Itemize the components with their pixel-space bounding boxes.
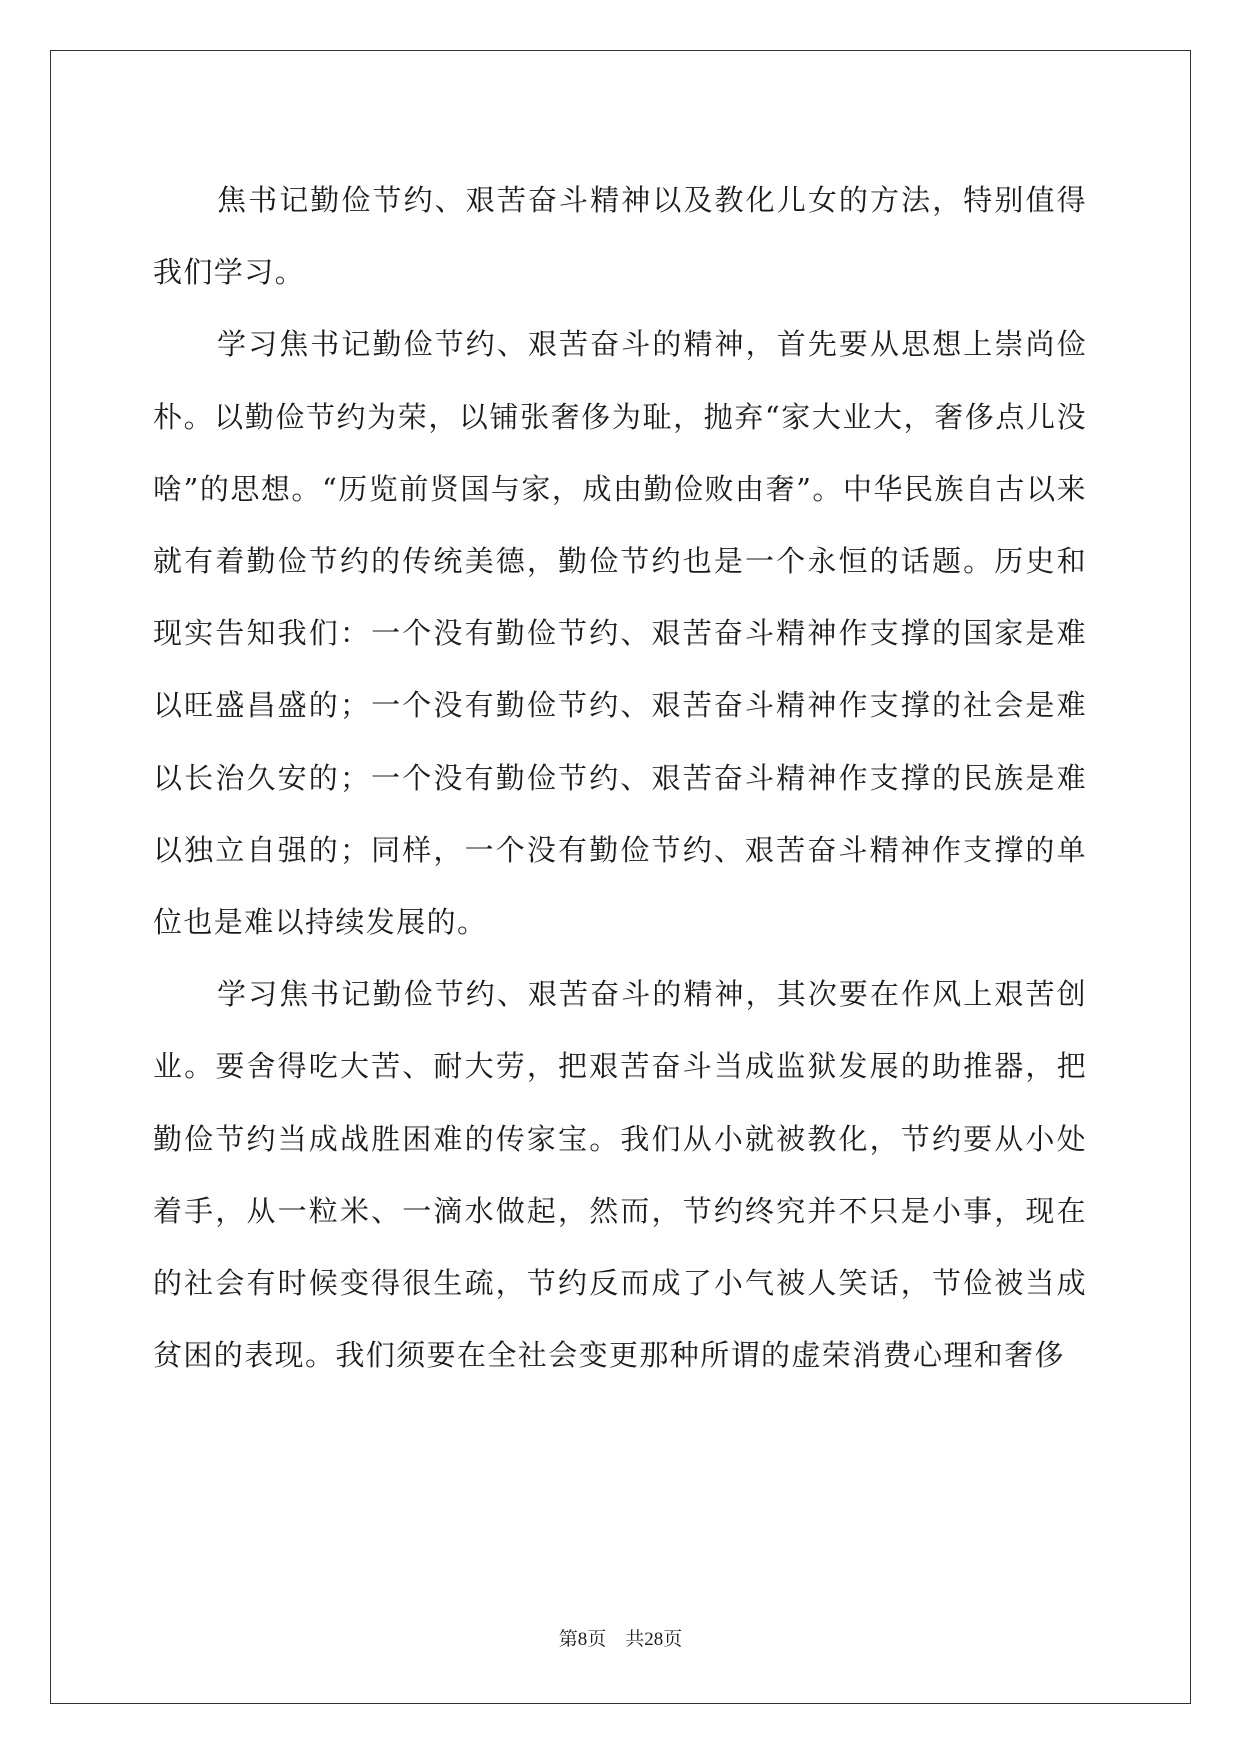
document-body: [153, 164, 1087, 1391]
paragraph-2: 学习焦书记勤俭节约、艰苦奋斗的精神，首先要从思想上崇尚俭朴。以勤俭节约为荣，以铺张奢侈为耻，抛弃“家大业大，奢侈点儿没啥”的思想。“历览前贤国与家，成由勤俭败由奢”。中华民族自古以来就有着勤俭节约的传统美德，勤俭节约也是一个永恒的话题。历史和现实告知我们：一个没有勤俭节约、艰苦奋斗精神作支撑的国家是难以旺盛昌盛的；一个没有勤俭节约、艰苦奋斗精神作支撑的社会是难以长治久安的；一个没有勤俭节约、艰苦奋斗精神作支撑的民族是难以独立自强的；同样，一个没有勤俭节约、艰苦奋斗精神作支撑的单位也是难以持续发展的。: [153, 327, 1087, 940]
paragraph-1: 焦书记勤俭节约、艰苦奋斗精神以及教化儿女的方法，特别值得我们学习。: [153, 183, 1087, 290]
page-number-footer: 第8页 共28页: [558, 1629, 683, 1650]
paragraph-3: 学习焦书记勤俭节约、艰苦奋斗的精神，其次要在作风上艰苦创业。要舍得吃大苦、耐大劳，把艰苦奋斗当成监狱发展的助推器，把勤俭节约当成战胜困难的传家宝。我们从小就被教化，节约要从小处着手，从一粒米、一滴水做起，然而，节约终究并不只是小事，现在的社会有时候变得很生疏，节约反而成了小气被人笑话，节俭被当成贫困的表现。我们须要在全社会变更那种所谓的虚荣消费心理和奢侈: [153, 977, 1087, 1373]
